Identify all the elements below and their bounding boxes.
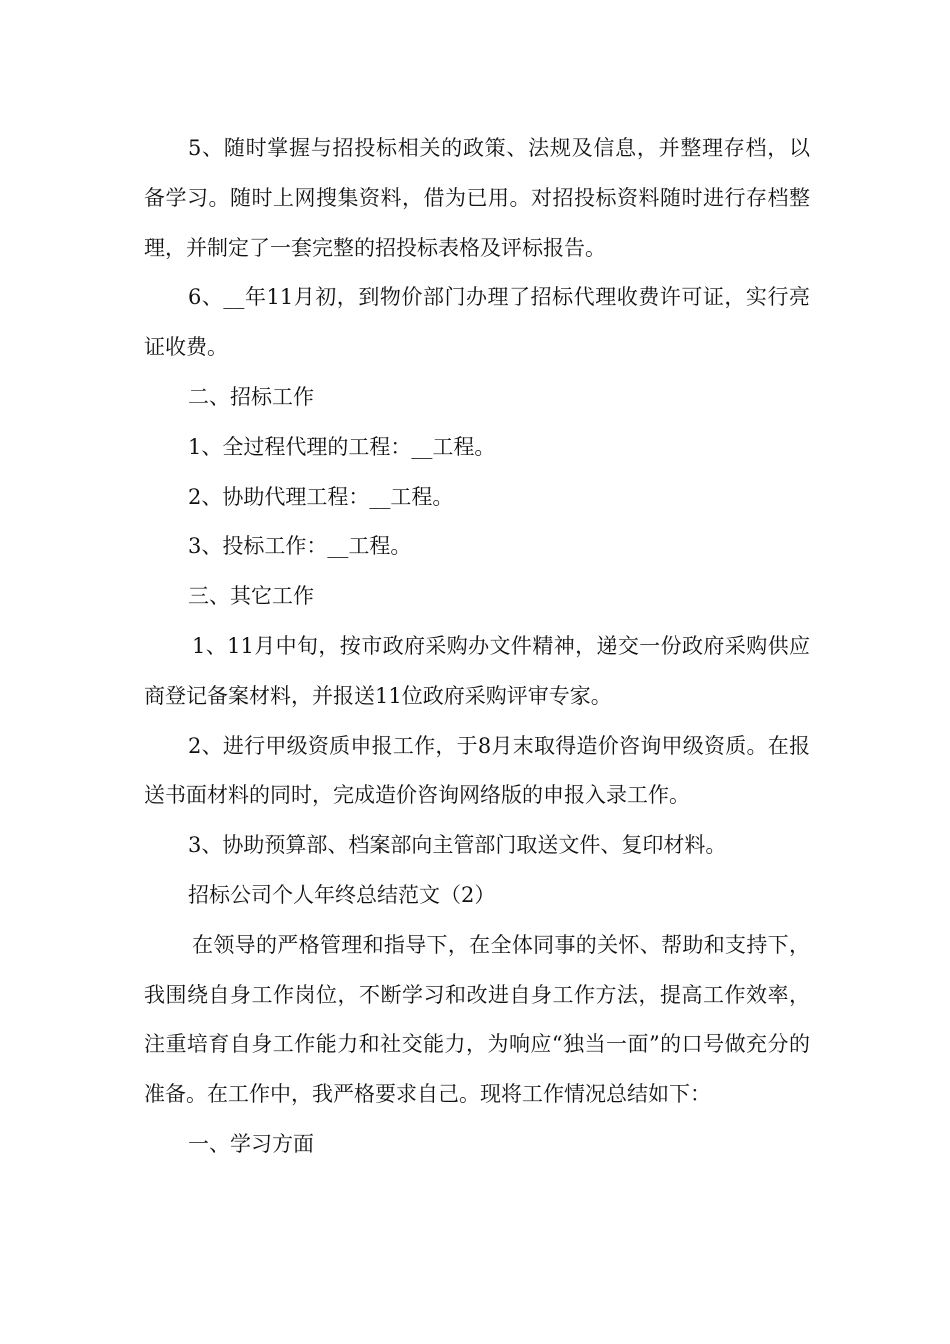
paragraph-introduction: 在领导的严格管理和指导下，在全体同事的关怀、帮助和支持下，我围绕自身工作岗位，不断学习和改进自身工作方法，提高工作效率，注重培育自身工作能力和社交能力，为响应“独当一面”的口号做充分的准备。在工作中，我严格要求自己。现将工作情况总结如下： xyxy=(144,932,810,1107)
document-body xyxy=(144,124,810,1170)
list-item-full-agency: 1、全过程代理的工程：__工程。 xyxy=(188,434,496,459)
list-item-procurement: 1、11月中旬，按市政府采购办文件精神，递交一份政府采购供应商登记备案材料，并报送11位政府采购评审专家。 xyxy=(144,633,810,708)
section-heading-bidding-work: 二、招标工作 xyxy=(188,384,314,409)
list-item-bidding: 3、投标工作：__工程。 xyxy=(188,534,412,559)
section-heading-study: 一、学习方面 xyxy=(188,1131,314,1156)
list-item-qualification: 2、进行甲级资质申报工作，于8月末取得造价咨询甲级资质。在报送书面材料的同时，完成造价咨询网络版的申报入录工作。 xyxy=(144,733,810,808)
list-item-assist-departments: 3、协助预算部、档案部向主管部门取送文件、复印材料。 xyxy=(188,833,727,858)
list-item-assisted-agency: 2、协助代理工程：__工程。 xyxy=(188,484,454,509)
article-title: 招标公司个人年终总结范文（2） xyxy=(188,882,496,907)
section-heading-other-work: 三、其它工作 xyxy=(188,584,314,609)
paragraph-policy-archive: 5、随时掌握与招投标相关的政策、法规及信息，并整理存档，以备学习。随时上网搜集资料，借为已用。对招投标资料随时进行存档整理，并制定了一套完整的招投标表格及评标报告。 xyxy=(144,136,810,260)
paragraph-fee-license: 6、__年11月初，到物价部门办理了招标代理收费许可证，实行亮证收费。 xyxy=(144,285,810,360)
